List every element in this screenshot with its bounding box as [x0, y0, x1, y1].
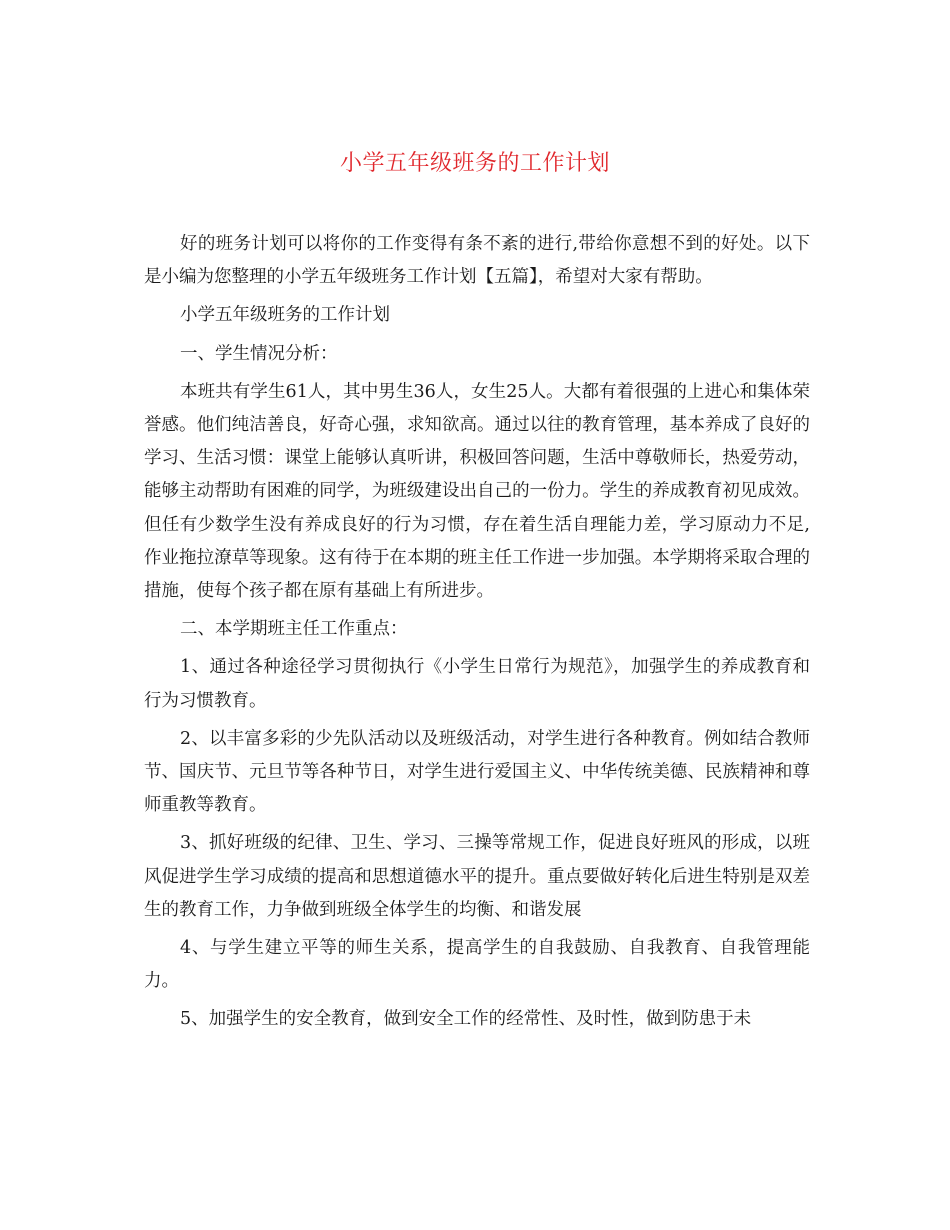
section-heading-work-focus: 二、本学期班主任工作重点：	[180, 619, 408, 640]
work-focus-item-1: 1、通过各种途径学习贯彻执行《小学生日常行为规范》，加强学生的养成教育和行为习惯教育。	[144, 657, 810, 711]
work-focus-item-3: 3、抓好班级的纪律、卫生、学习、三操等常规工作，促进良好班风的形成，以班风促进学生学习成绩的提高和思想道德水平的提升。重点要做好转化后进生特别是双差生的教育工作，力争做到班级全体学生的均衡、和谐发展	[144, 833, 810, 920]
student-analysis-paragraph: 本班共有学生61人，其中男生36人，女生25人。大都有着很强的上进心和集体荣誉感。他们纯洁善良，好奇心强，求知欲高。通过以往的教育管理，基本养成了良好的学习、生活习惯：课堂上能够认真听讲，积极回答问题，生活中尊敬师长，热爱劳动，能够主动帮助有困难的同学，为班级建设出自己的一份力。学生的养成教育初见成效。但任有少数学生没有养成良好的行为习惯，存在着生活自理能力差，学习原动力不足,作业拖拉潦草等现象。这有待于在本期的班主任工作进一步加强。本学期将采取合理的措施，使每个孩子都在原有基础上有所进步。	[144, 381, 810, 602]
section-heading-plan: 小学五年级班务的工作计划	[180, 305, 390, 326]
work-focus-item-5: 5、加强学生的安全教育，做到安全工作的经常性、及时性，做到防患于未	[180, 1009, 752, 1030]
intro-paragraph: 好的班务计划可以将你的工作变得有条不紊的进行,带给你意想不到的好处。以下是小编为您整理的小学五年级班务工作计划【五篇】，希望对大家有帮助。	[144, 234, 810, 288]
section-heading-student-analysis: 一、学生情况分析：	[180, 343, 338, 364]
work-focus-item-2: 2、以丰富多彩的少先队活动以及班级活动，对学生进行各种教育。例如结合教师节、国庆节、元旦节等各种节日，对学生进行爱国主义、中华传统美德、民族精神和尊师重教等教育。	[144, 728, 810, 816]
document-title: 小学五年级班务的工作计划	[339, 151, 610, 176]
work-focus-item-4: 4、与学生建立平等的师生关系，提高学生的自我鼓励、自我教育、自我管理能力。	[144, 938, 810, 992]
document-body	[144, 228, 810, 1037]
